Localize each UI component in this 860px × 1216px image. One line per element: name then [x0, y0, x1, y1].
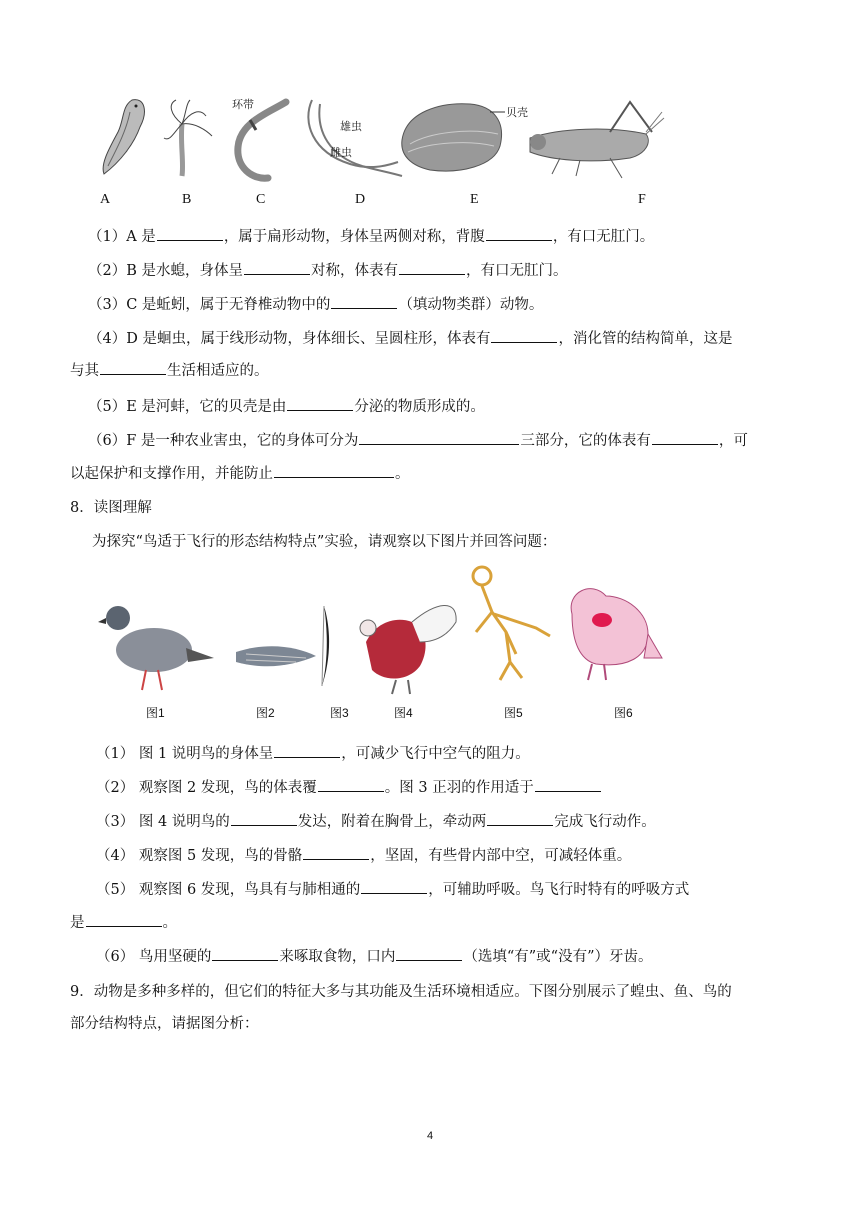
q7-line-6b: 以起保护和支撑作用，并能防止 。 [70, 463, 800, 484]
caption-fig1: 图1 [146, 706, 165, 720]
q8-title: 8．读图理解 [70, 500, 152, 516]
answer-blank[interactable] [318, 777, 384, 792]
q8-line-3: （3） 图 4 说明鸟的 发达，附着在胸骨上，牵动两 完成飞行动作。 [96, 811, 800, 832]
answer-blank[interactable] [157, 226, 223, 241]
label-beike: 贝壳 [506, 107, 528, 119]
q9-line-2: 部分结构特点，请据图分析： [70, 1016, 259, 1032]
caption-fig5: 图5 [504, 706, 523, 720]
q9-line-1: 9．动物是多种多样的，但它们的特征大多与其功能及生活环境相适应。下图分别展示了蝗虫、鱼、鸟的 [70, 984, 732, 1000]
label-xiongchong: 雄虫 [340, 121, 362, 133]
q7-line-3: （3）C 是蚯蚓，属于无脊椎动物中的 （填动物类群）动物。 [88, 294, 800, 315]
figure-label-b: B [182, 192, 192, 207]
label-huandai: 环带 [232, 99, 254, 111]
q7-line-4b: 与其 生活相适应的。 [70, 360, 800, 381]
feather-drawing [322, 606, 329, 686]
figure-label-f: F [638, 192, 646, 207]
answer-blank[interactable] [486, 226, 552, 241]
answer-blank[interactable] [491, 328, 557, 343]
answer-blank[interactable] [396, 946, 462, 961]
answer-blank[interactable] [212, 946, 278, 961]
planarian-drawing [103, 100, 144, 174]
q7-line-5: （5）E 是河蚌，它的贝壳是由 分泌的物质形成的。 [88, 396, 800, 417]
caption-fig2: 图2 [256, 706, 275, 720]
answer-blank[interactable] [86, 912, 162, 927]
bird-muscle-drawing [360, 605, 456, 694]
q8-line-1: （1） 图 1 说明鸟的身体呈 ，可减少飞行中空气的阻力。 [96, 743, 800, 764]
figure-label-a: A [100, 192, 111, 207]
pigeon-drawing [98, 606, 214, 690]
figure-label-c: C [256, 192, 266, 207]
q8-line-6: （6） 鸟用坚硬的 来啄取食物，口内 （选填“有”或“没有”）牙齿。 [96, 946, 800, 967]
q7-line-2: （2）B 是水螅，身体呈 对称，体表有 ，有口无肛门。 [88, 260, 800, 281]
q8-line-4: （4） 观察图 5 发现，鸟的骨骼 ，坚固，有些骨内部中空，可减轻体重。 [96, 845, 800, 866]
figure-label-e: E [470, 192, 479, 207]
q8-line-5b: 是 。 [70, 912, 800, 933]
animal-figure-a-f [90, 92, 680, 187]
answer-blank[interactable] [331, 294, 397, 309]
grasshopper-drawing [530, 102, 664, 178]
label-cichong: 雌虫 [330, 147, 352, 159]
answer-blank[interactable] [274, 463, 394, 478]
bird-figures [96, 562, 676, 702]
wing-drawing [236, 646, 316, 666]
answer-blank[interactable] [231, 811, 297, 826]
bird-skeleton-drawing [473, 567, 550, 680]
page-number: 4 [426, 1130, 434, 1142]
earthworm-drawing [238, 102, 286, 178]
clam-drawing [402, 104, 505, 171]
answer-blank[interactable] [274, 743, 340, 758]
answer-blank[interactable] [100, 360, 166, 375]
q7-line-4a: （4）D 是蛔虫，属于线形动物，身体细长、呈圆柱形，体表有 ，消化管的结构简单，这是 [88, 328, 800, 349]
bird-air-sac-drawing [571, 589, 662, 680]
q8-line-2: （2） 观察图 2 发现，鸟的体表覆 。图 3 正羽的作用适于 [96, 777, 800, 798]
q8-intro: 为探究“鸟适于飞行的形态结构特点”实验，请观察以下图片并回答问题： [92, 534, 557, 550]
answer-blank[interactable] [359, 430, 519, 445]
answer-blank[interactable] [287, 396, 353, 411]
answer-blank[interactable] [361, 879, 427, 894]
answer-blank[interactable] [535, 777, 601, 792]
answer-blank[interactable] [487, 811, 553, 826]
answer-blank[interactable] [244, 260, 310, 275]
roundworm-drawing [308, 100, 402, 176]
answer-blank[interactable] [399, 260, 465, 275]
figure-label-d: D [355, 192, 366, 207]
q7-line-6a: （6）F 是一种农业害虫，它的身体可分为 三部分，它的体表有 ，可 [88, 430, 800, 451]
caption-fig6: 图6 [614, 706, 633, 720]
answer-blank[interactable] [303, 845, 369, 860]
q8-line-5a: （5） 观察图 6 发现，鸟具有与肺相通的 ，可辅助呼吸。鸟飞行时特有的呼吸方式 [96, 879, 800, 900]
hydra-drawing [164, 100, 212, 176]
caption-fig4: 图4 [394, 706, 413, 720]
caption-fig3: 图3 [330, 706, 349, 720]
answer-blank[interactable] [652, 430, 718, 445]
q7-line-1: （1）A 是 ，属于扁形动物，身体呈两侧对称，背腹 ，有口无肛门。 [88, 226, 800, 247]
